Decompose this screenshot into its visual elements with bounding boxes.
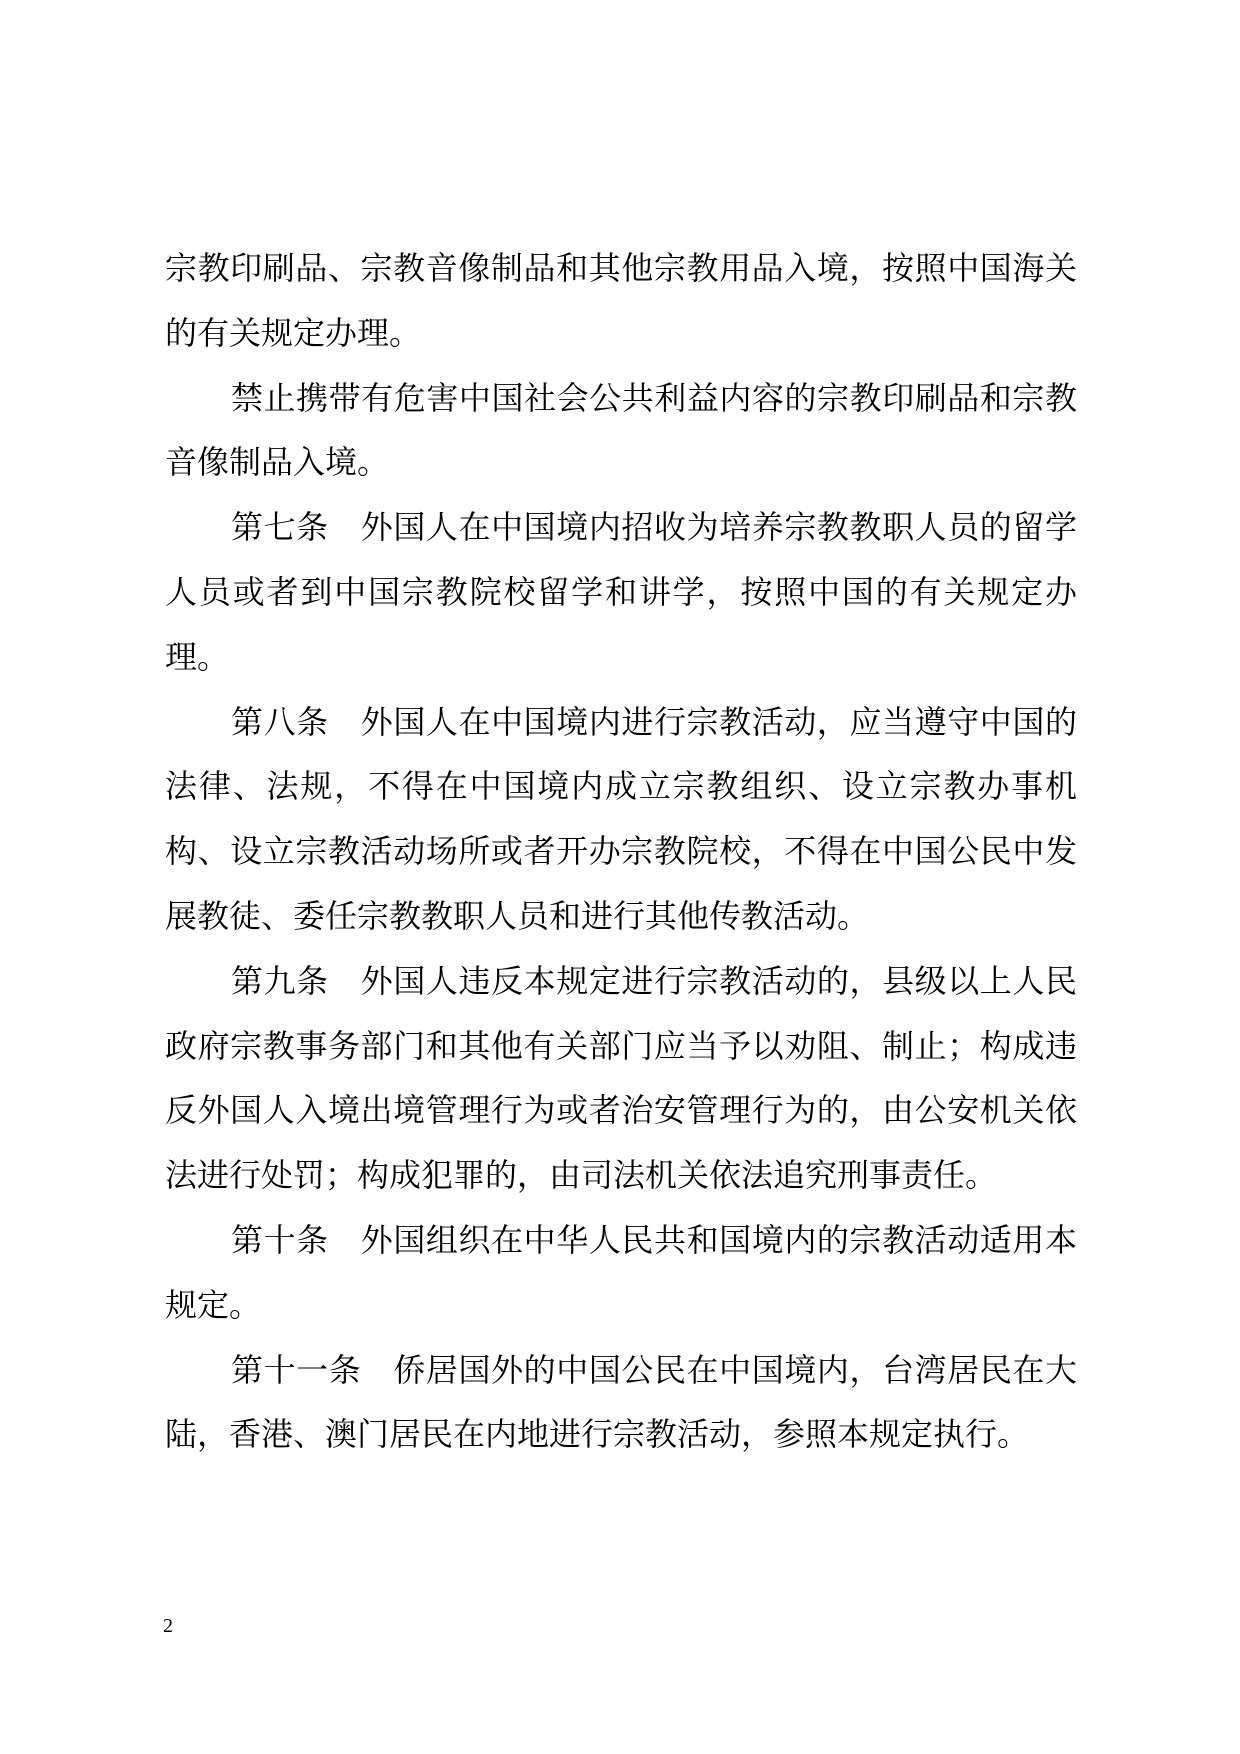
article-number: 第八条 [231,702,329,741]
paragraph-prohibition [165,366,1077,496]
article-9 [165,949,1077,1208]
article-10 [165,1208,1077,1338]
article-number: 第十一条 [231,1350,362,1389]
article-11 [165,1338,1077,1468]
paragraph-text: 禁止携带有危害中国社会公共利益内容的宗教印刷品和宗教音像制品入境。 [165,378,1077,482]
article-number: 第十条 [231,1220,329,1259]
paragraph-continuation [165,236,1077,366]
article-number: 第九条 [231,961,329,1000]
article-text: 外国人违反本规定进行宗教活动的，县级以上人民政府宗教事务部门和其他有关部门应当予以劝阻、制止；构成违反外国人入境出境管理行为或者治安管理行为的，由公安机关依法进行处罚；构成犯罪的，由司法机关依法追究刑事责任。 [165,961,1077,1195]
article-text: 侨居国外的中国公民在中国境内，台湾居民在大陆，香港、澳门居民在内地进行宗教活动，参照本规定执行。 [165,1350,1077,1454]
article-text: 外国人在中国境内招收为培养宗教教职人员的留学人员或者到中国宗教院校留学和讲学，按照中国的有关规定办理。 [165,508,1077,676]
article-text: 外国人在中国境内进行宗教活动，应当遵守中国的法律、法规，不得在中国境内成立宗教组织、设立宗教办事机构、设立宗教活动场所或者开办宗教院校，不得在中国公民中发展教徒、委任宗教教职人员和进行其他传教活动。 [165,702,1077,935]
article-number: 第七条 [231,508,329,547]
document-body [165,236,1077,1467]
page-number: 2 [163,1615,173,1637]
article-8 [165,690,1077,949]
article-7 [165,495,1077,689]
paragraph-text: 宗教印刷品、宗教音像制品和其他宗教用品入境，按照中国海关的有关规定办理。 [165,249,1077,352]
article-text: 外国组织在中华人民共和国境内的宗教活动适用本规定。 [165,1220,1077,1324]
